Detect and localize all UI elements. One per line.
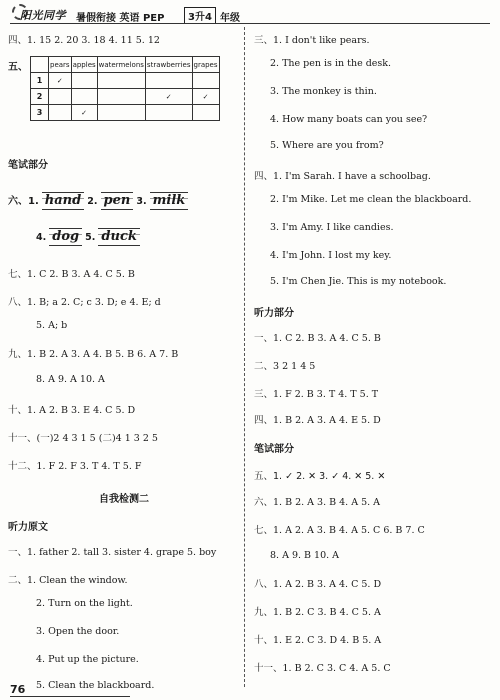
- script-r4b: 2. I'm Mike. Let me clean the blackboard.: [270, 194, 472, 205]
- fruit-table: [30, 56, 220, 121]
- script-l2d: 4. Put up the picture.: [36, 654, 139, 665]
- table-header: grapes: [192, 57, 219, 73]
- table-cell: [145, 105, 192, 121]
- script-r3b: 2. The pen is in the desk.: [270, 58, 392, 69]
- answer-q6-row1: 六、1. hand 2. pen 3. milk: [8, 192, 188, 210]
- handwritten-word: milk: [150, 192, 189, 210]
- answer-q6-row2: 4. dog 5. duck: [36, 228, 140, 246]
- table-cell: [97, 89, 145, 105]
- answer-w5: 五、1. ✓ 2. ✕ 3. ✓ 4. ✕ 5. ✕: [254, 471, 386, 482]
- table-header: strawberries: [145, 57, 192, 73]
- script-l2c: 3. Open the door.: [36, 626, 120, 637]
- test-title: 自我检测二: [99, 494, 149, 505]
- table-cell: [192, 105, 219, 121]
- section-title-written-right: 笔试部分: [254, 444, 294, 455]
- script-r4a: 四、1. I'm Sarah. I have a schoolbag.: [254, 171, 431, 182]
- script-r3c: 3. The monkey is thin.: [270, 86, 377, 97]
- grade-box: 3升4: [184, 7, 216, 24]
- answer-w10: 十、1. E 2. C 3. D 4. B 5. A: [254, 635, 382, 646]
- header-subtitle: 暑假衔接 英语 PEP: [76, 13, 165, 24]
- handwritten-word: hand: [42, 192, 84, 210]
- answer-w11: 十一、1. B 2. C 3. C 4. A 5. C: [254, 663, 391, 674]
- table-row: 2 ✓ ✓: [31, 89, 220, 105]
- answer-w9: 九、1. B 2. C 3. B 4. C 5. A: [254, 607, 381, 618]
- table-cell: [71, 89, 97, 105]
- script-r3a: 三、1. I don't like pears.: [254, 35, 370, 46]
- table-cell: [97, 73, 145, 89]
- header-divider: [10, 23, 490, 24]
- logo: [10, 4, 70, 24]
- table-cell: [49, 89, 72, 105]
- section-title-listening: 听力部分: [254, 308, 294, 319]
- answer-a1: 一、1. C 2. B 3. A 4. C 5. B: [254, 333, 381, 344]
- table-cell: [192, 73, 219, 89]
- script-r4c: 3. I'm Amy. I like candies.: [270, 222, 394, 233]
- script-r4e: 5. I'm Chen Jie. This is my notebook.: [270, 276, 447, 287]
- handwritten-word: pen: [101, 192, 134, 210]
- answer-q11: 十一、(一)2 4 3 1 5 (二)4 1 3 2 5: [8, 433, 158, 444]
- table-cell: ✓: [145, 89, 192, 105]
- answer-w8: 八、1. A 2. B 3. A 4. C 5. D: [254, 579, 382, 590]
- table-header: pears: [49, 57, 72, 73]
- page-number: 76: [10, 683, 26, 696]
- table-cell: [71, 73, 97, 89]
- answer-q7: 七、1. C 2. B 3. A 4. C 5. B: [8, 269, 135, 280]
- answer-q10: 十、1. A 2. B 3. E 4. C 5. D: [8, 405, 136, 416]
- table-header: watermelons: [97, 57, 145, 73]
- logo-text: 阳光同学: [20, 9, 66, 22]
- table-cell: [145, 73, 192, 89]
- grade-word: 年级: [220, 13, 240, 24]
- answer-q4: 四、1. 15 2. 20 3. 18 4. 11 5. 12: [8, 35, 160, 46]
- answer-w6: 六、1. B 2. A 3. B 4. A 5. A: [254, 497, 381, 508]
- table-row: 3 ✓: [31, 105, 220, 121]
- column-divider: [244, 27, 245, 687]
- answer-w7b: 8. A 9. B 10. A: [270, 550, 340, 561]
- table-cell: [49, 105, 72, 121]
- table-cell: ✓: [71, 105, 97, 121]
- answer-q12: 十二、1. F 2. F 3. T 4. T 5. F: [8, 461, 142, 472]
- answer-q8a: 八、1. B; a 2. C; c 3. D; e 4. E; d: [8, 297, 161, 308]
- table-row: 1 ✓: [31, 73, 220, 89]
- footer-rule: [10, 696, 130, 697]
- table-cell: [97, 105, 145, 121]
- script-r3d: 4. How many boats can you see?: [270, 114, 428, 125]
- handwritten-word: dog: [49, 228, 82, 246]
- table-cell: ✓: [192, 89, 219, 105]
- answer-a2: 二、3 2 1 4 5: [254, 361, 316, 372]
- script-l2b: 2. Turn on the light.: [36, 598, 133, 609]
- answer-q9a: 九、1. B 2. A 3. A 4. B 5. B 6. A 7. B: [8, 349, 179, 360]
- script-l1: 一、1. father 2. tall 3. sister 4. grape 5. boy: [8, 547, 217, 558]
- script-l2e: 5. Clean the blackboard.: [36, 680, 155, 691]
- answer-q9b: 8. A 9. A 10. A: [36, 374, 105, 385]
- section-title-written: 笔试部分: [8, 160, 48, 171]
- script-l2a: 二、1. Clean the window.: [8, 575, 128, 586]
- answer-w7a: 七、1. A 2. A 3. B 4. A 5. C 6. B 7. C: [254, 525, 425, 536]
- table-header-row: [31, 57, 220, 73]
- script-r3e: 5. Where are you from?: [270, 140, 384, 151]
- handwritten-word: duck: [98, 228, 139, 246]
- table-header: apples: [71, 57, 97, 73]
- answer-q8b: 5. A; b: [36, 320, 68, 331]
- answer-a3: 三、1. F 2. B 3. T 4. T 5. T: [254, 389, 379, 400]
- section-title-listening-script: 听力原文: [8, 522, 48, 533]
- table-cell: ✓: [49, 73, 72, 89]
- script-r4d: 4. I'm John. I lost my key.: [270, 250, 392, 261]
- answer-a4: 四、1. B 2. A 3. A 4. E 5. D: [254, 415, 381, 426]
- q5-label: 五、: [8, 62, 28, 73]
